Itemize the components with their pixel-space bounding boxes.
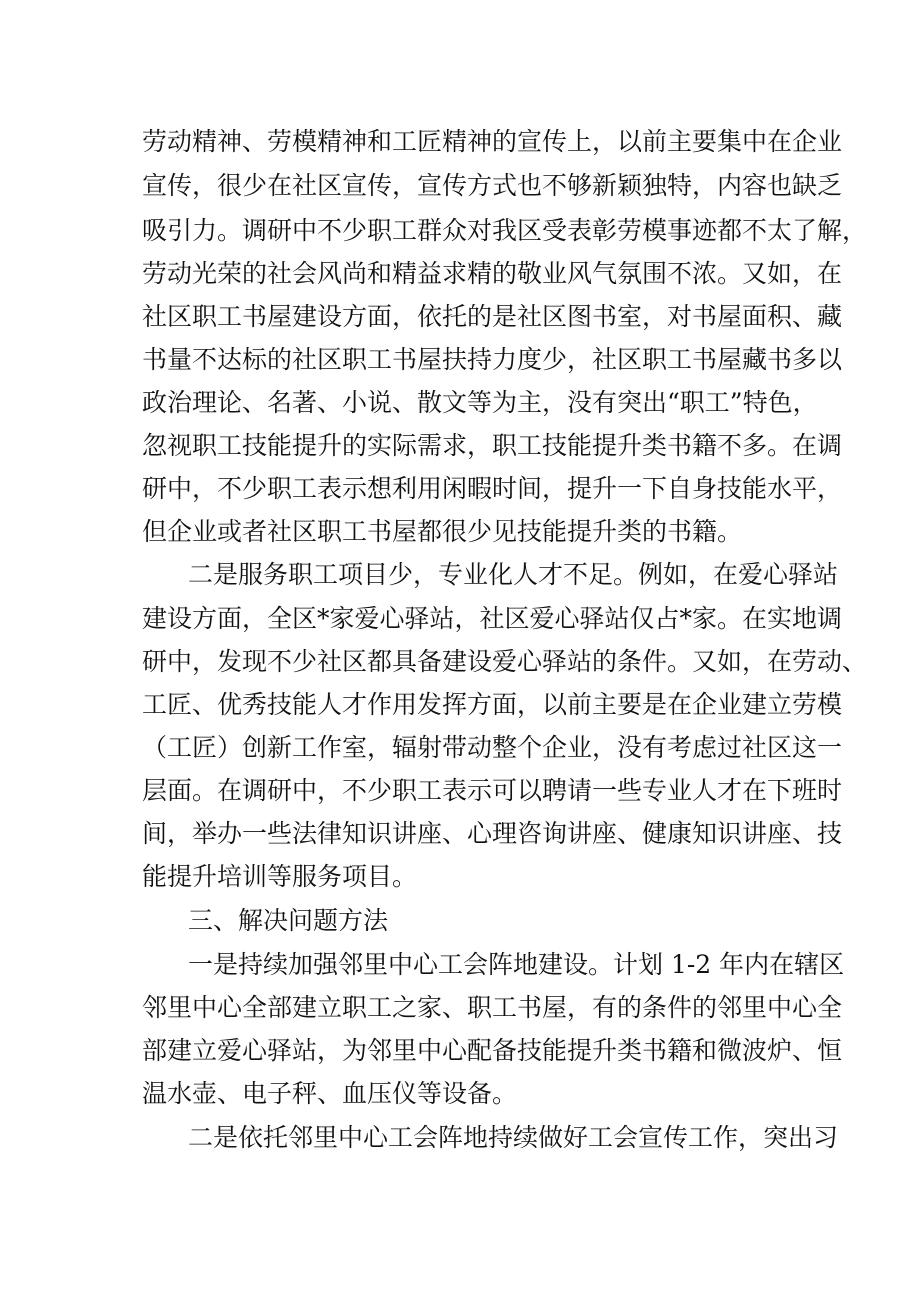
paragraph-line: 吸引力。调研中不少职工群众对我区受表彰劳模事迹都不太了解， [142,216,868,245]
paragraph-line: 建设方面，全区*家爱心驿站，社区爱心驿站仅占*家。在实地调 [142,604,843,633]
paragraph-line: 工匠、优秀技能人才作用发挥方面，以前主要是在企业建立劳模 [142,690,843,719]
paragraph-line: 书量不达标的社区职工书屋扶持力度少，社区职工书屋藏书多以 [142,345,843,374]
paragraph-line: 温水壶、电子秤、血压仪等设备。 [142,1079,518,1108]
paragraph-line: 但企业或者社区职工书屋都很少见技能提升类的书籍。 [142,517,743,546]
paragraph-line: 邻里中心全部建立职工之家、职工书屋，有的条件的邻里中心全 [142,993,843,1022]
paragraph-line: 研中，发现不少社区都具备建设爱心驿站的条件。又如，在劳动、 [142,647,868,676]
paragraph-line: 间，举办一些法律知识讲座、心理咨询讲座、健康知识讲座、技 [142,819,843,848]
paragraph-line: 一是持续加强邻里中心工会阵地建设。计划 1-2 年内在辖区 [188,950,845,979]
paragraph-line: 劳动精神、劳模精神和工匠精神的宣传上，以前主要集中在企业 [142,127,843,156]
paragraph-line: 忽视职工技能提升的实际需求，职工技能提升类书籍不多。在调 [142,431,843,460]
paragraph-line: 层面。在调研中，不少职工表示可以聘请一些专业人才在下班时 [142,776,843,805]
paragraph-line: 二是服务职工项目少，专业化人才不足。例如，在爱心驿站 [188,560,839,589]
paragraph-line: 二是依托邻里中心工会阵地持续做好工会宣传工作，突出习 [188,1123,839,1152]
paragraph-line: 政治理论、名著、小说、散文等为主，没有突出“职工”特色， [142,388,818,417]
paragraph-line: （工匠）创新工作室，辐射带动整个企业，没有考虑过社区这一 [142,733,843,762]
paragraph-line: 宣传，很少在社区宣传，宣传方式也不够新颖独特，内容也缺乏 [142,171,843,200]
paragraph-line: 社区职工书屋建设方面，依托的是社区图书室，对书屋面积、藏 [142,302,843,331]
section-heading: 三、解决问题方法 [188,906,389,935]
paragraph-line: 部建立爱心驿站，为邻里中心配备技能提升类书籍和微波炉、恒 [142,1036,843,1065]
paragraph-line: 能提升培训等服务项目。 [142,862,418,891]
paragraph-line: 劳动光荣的社会风尚和精益求精的敬业风气氛围不浓。又如，在 [142,259,843,288]
paragraph-line: 研中，不少职工表示想利用闲暇时间，提升一下自身技能水平， [142,474,843,503]
